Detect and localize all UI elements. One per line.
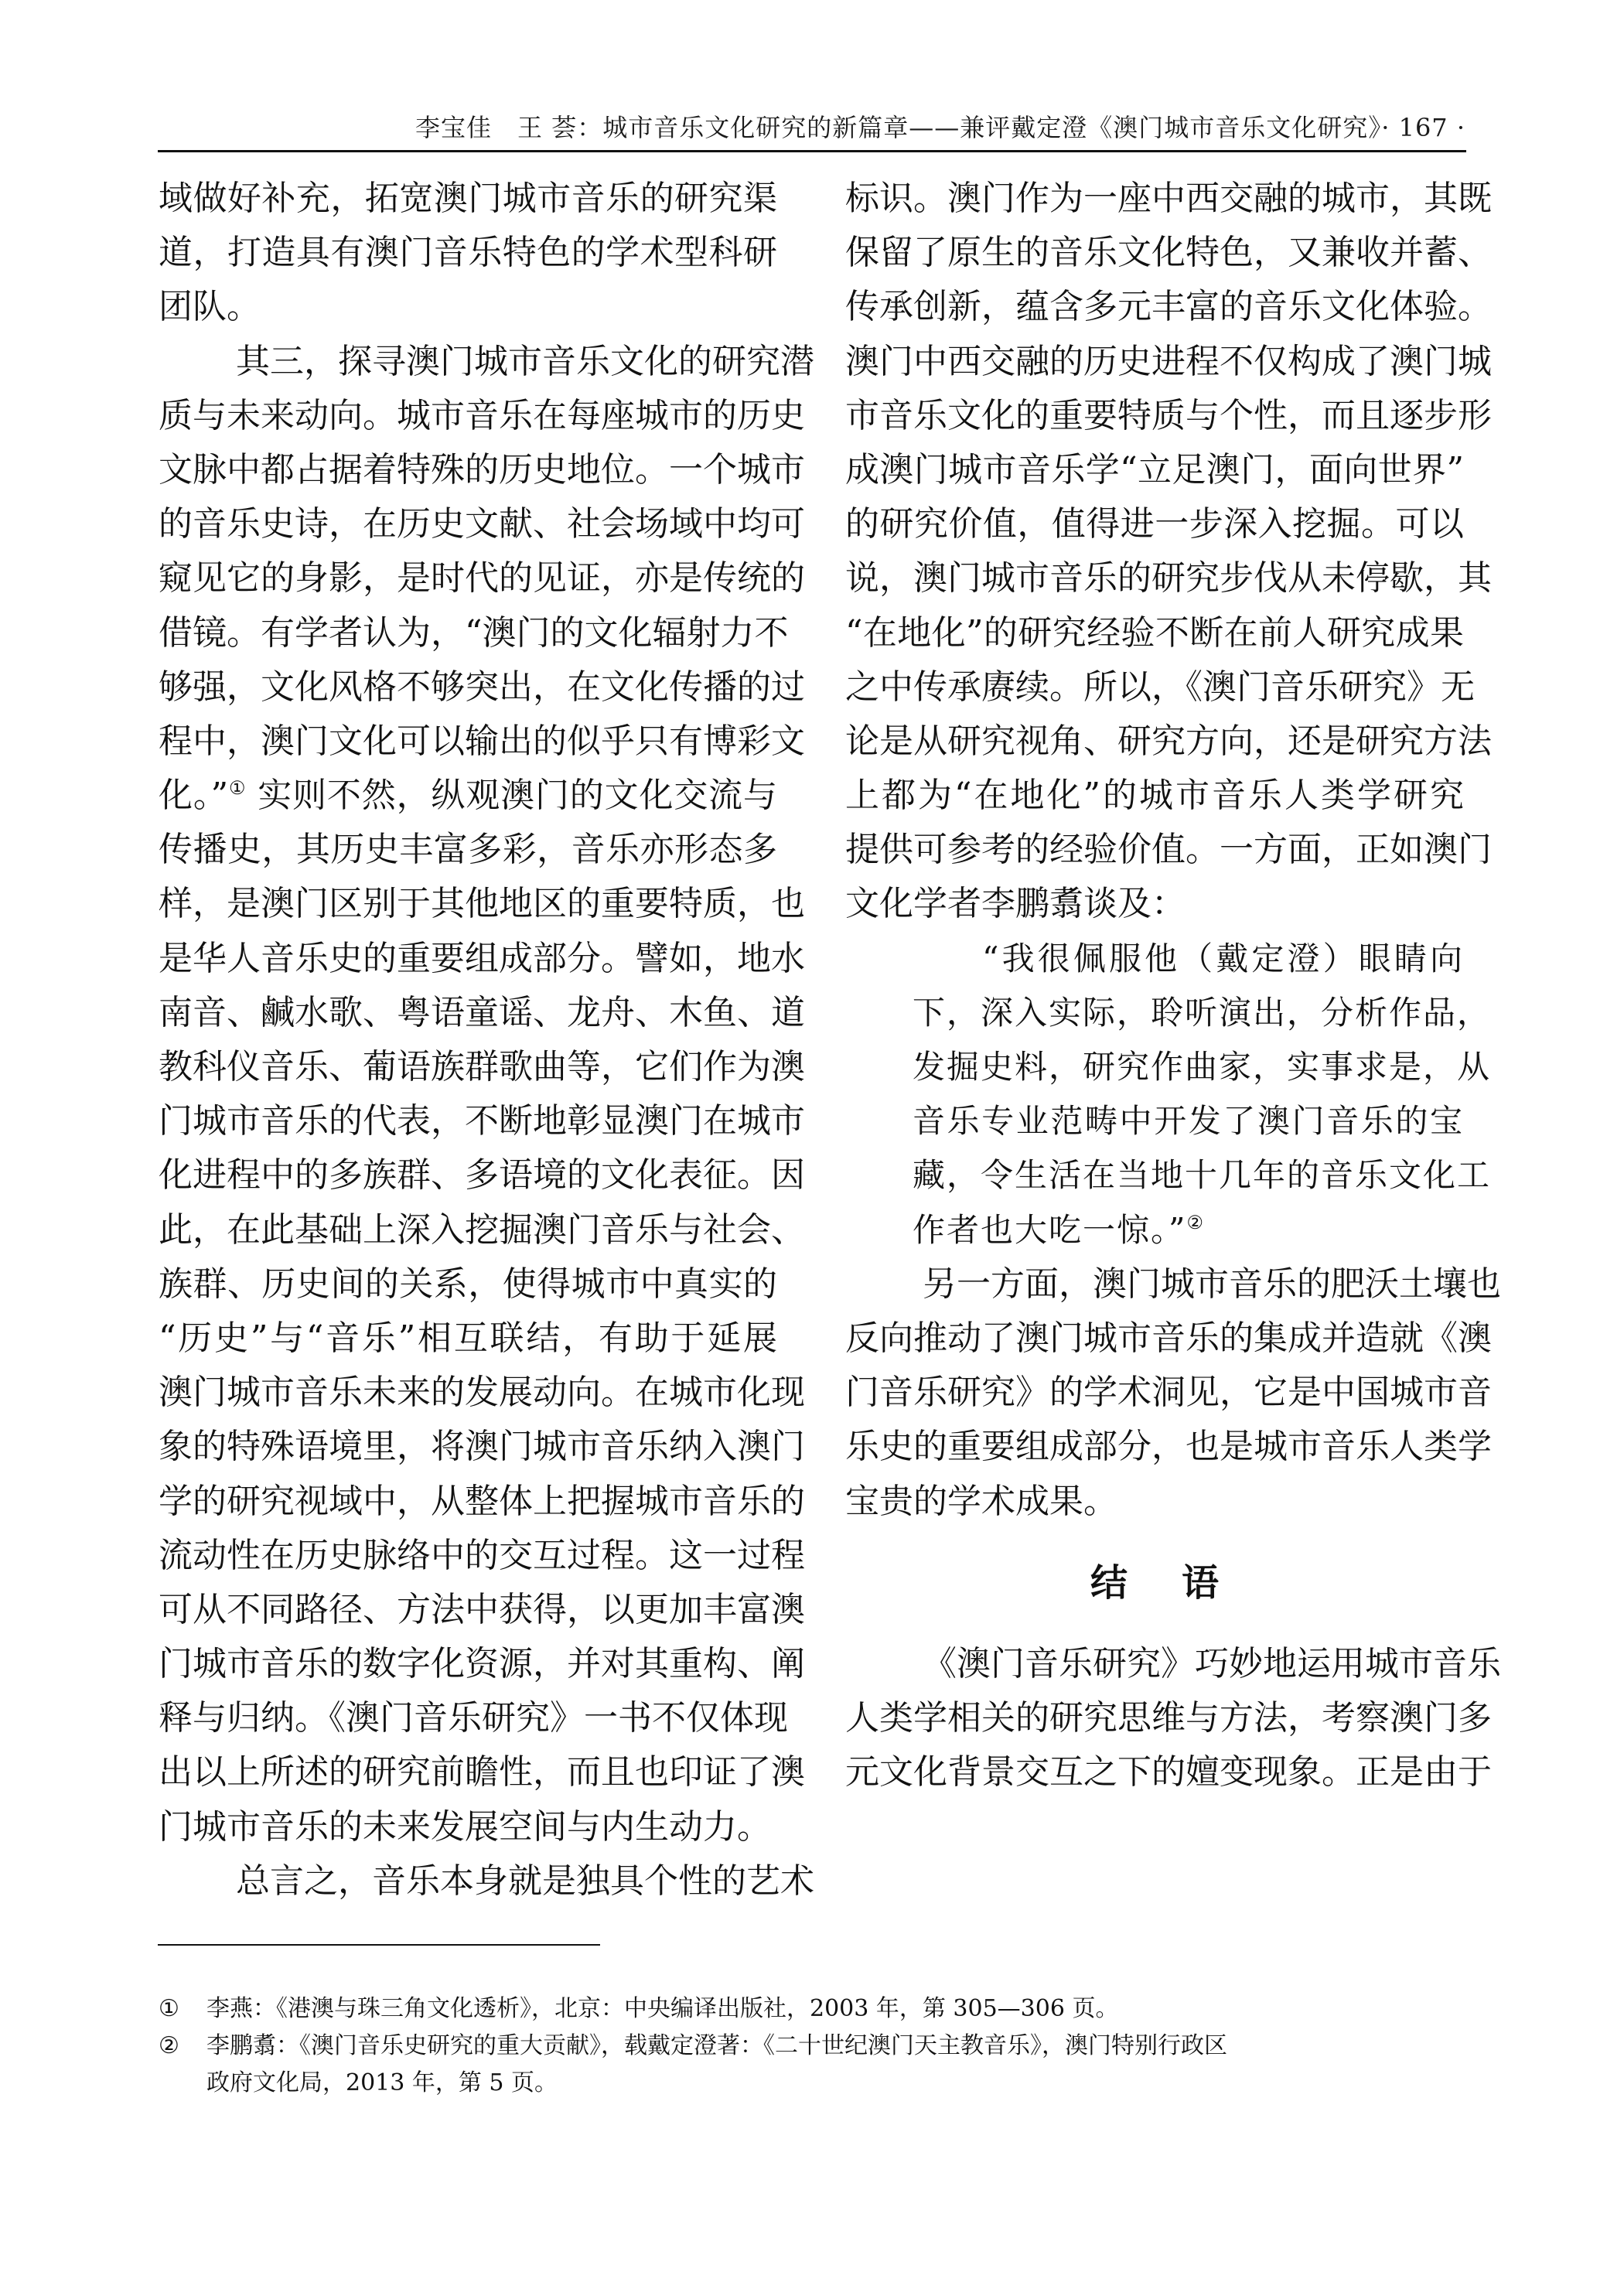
text-line: 可从不同路径、方法中获得，以更加丰富澳 [159, 1589, 805, 1629]
text-line: 元文化背景交互之下的嬗变现象。正是由于 [845, 1752, 1492, 1793]
text-line: 流动性在历史脉络中的交互过程。这一过程 [159, 1535, 805, 1575]
text-fragment: 实则不然，纵观澳门的文化交流与 [246, 776, 777, 816]
footnote-rule [158, 1944, 600, 1946]
quote-line-with-footnote-ref [845, 1203, 1464, 1257]
text-fragment: 化。” [159, 776, 229, 816]
text-line: 门城市音乐的未来发展空间与内生动力。 [159, 1806, 771, 1847]
text-line: 域做好补充，拓宽澳门城市音乐的研究渠 [159, 179, 777, 218]
quote-line: “我很佩服他（戴定澄）眼睛向 [982, 939, 1464, 977]
paragraph-start-line: 其三，探寻澳门城市音乐文化的研究潜 [236, 341, 814, 381]
text-line: 人类学相关的研究思维与方法，考察澳门多 [845, 1697, 1492, 1738]
text-line: 程中，澳门文化可以输出的似乎只有博彩文 [159, 721, 805, 761]
text-line: 团队。 [159, 287, 261, 327]
footnote-ref-2[interactable]: ② [1186, 1211, 1205, 1233]
footnotes [159, 1990, 1465, 2102]
quote-line: 音乐专业范畴中开发了澳门音乐的宝 [913, 1102, 1464, 1141]
text-line: 出以上所述的研究前瞻性，而且也印证了澳 [159, 1752, 805, 1793]
text-line: 标识。澳门作为一座中西交融的城市，其既 [845, 179, 1492, 218]
text-line: 门音乐研究》的学术洞见，它是中国城市音 [845, 1373, 1492, 1413]
footnote-marker: ① [159, 1995, 179, 2022]
header-rule [158, 150, 1466, 152]
text-line: 够强，文化风格不够突出，在文化传播的过 [159, 667, 805, 707]
text-line: 门城市音乐的代表，不断地彰显澳门在城市 [159, 1101, 805, 1141]
text-line: 提供可参考的经验价值。一方面，正如澳门 [845, 830, 1492, 870]
text-line: 学的研究视域中，从整体上把握城市音乐的 [159, 1481, 805, 1521]
text-line: 教科仪音乐、葡语族群歌曲等，它们作为澳 [159, 1047, 805, 1086]
paragraph-start-line: 《澳门音乐研究》巧妙地运用城市音乐 [923, 1643, 1501, 1683]
section-heading [845, 1529, 1464, 1637]
footnote-1 [159, 1990, 1465, 2028]
text-line: 市音乐文化的重要特质与个性，而且逐步形 [845, 395, 1492, 435]
text-line: 论是从研究视角、研究方向，还是研究方法 [845, 721, 1492, 761]
text-line: 澳门中西交融的历史进程不仅构成了澳门城 [845, 341, 1492, 381]
running-title: 李宝佳 王 荟：城市音乐文化研究的新篇章——兼评戴定澄《澳门城市音乐文化研究》 [415, 113, 1382, 142]
text-line: “历史”与“音乐”相互联结，有助于延展 [159, 1318, 777, 1358]
paragraph-start-line: 另一方面，澳门城市音乐的肥沃土壤也 [923, 1264, 1501, 1304]
heading-char: 结 [1090, 1561, 1128, 1605]
text-line: 反向推动了澳门城市音乐的集成并造就《澳 [845, 1318, 1492, 1358]
text-line: 澳门城市音乐未来的发展动向。在城市化现 [159, 1373, 805, 1413]
text-line: 说，澳门城市音乐的研究步伐从未停歇，其 [845, 558, 1492, 599]
text-fragment: 作者也大吃一惊。” [913, 1210, 1187, 1249]
text-line: 保留了原生的音乐文化特色，又兼收并蓄、 [845, 233, 1492, 273]
text-line: “在地化”的研究经验不断在前人研究成果 [845, 612, 1464, 653]
text-line: 传承创新，蕴含多元丰富的音乐文化体验。 [845, 287, 1492, 327]
block-quote [845, 932, 1492, 1257]
text-line: 乐史的重要组成部分，也是城市音乐人类学 [845, 1427, 1492, 1467]
text-line: 是华人音乐史的重要组成部分。譬如，地水 [159, 938, 805, 978]
text-line: 文化学者李鹏翥谈及： [845, 884, 1186, 924]
footnote-text: 李鹏翥：《澳门音乐史研究的重大贡献》，载戴定澄著：《二十世纪澳门天主教音乐》，澳门特别行政区 [206, 2032, 1227, 2059]
footnote-text: 李燕：《港澳与珠三角文化透析》，北京：中央编译出版社，2003 年，第 305—306 页。 [206, 1995, 1119, 2022]
paragraph-start-line: 总言之，音乐本身就是独具个性的艺术 [236, 1861, 814, 1901]
text-line: 族群、历史间的关系，使得城市中真实的 [159, 1264, 777, 1304]
text-line: 文脉中都占据着特殊的历史地位。一个城市 [159, 449, 805, 489]
text-line: 门城市音乐的数字化资源，并对其重构、阐 [159, 1644, 805, 1684]
footnote-marker: ② [159, 2032, 179, 2059]
text-line: 此，在此基础上深入挖掘澳门音乐与社会、 [159, 1209, 805, 1250]
heading-char: 语 [1182, 1561, 1220, 1605]
text-line: 传播史，其历史丰富多彩，音乐亦形态多 [159, 830, 777, 870]
quote-line: 藏，令生活在当地十几年的音乐文化工 [913, 1156, 1492, 1195]
left-column [159, 172, 814, 1908]
text-line: 上都为“在地化”的城市音乐人类学研究 [845, 776, 1464, 816]
text-line: 的研究价值，值得进一步深入挖掘。可以 [845, 504, 1464, 544]
footnote-2 [159, 2028, 1465, 2065]
text-line: 窥见它的身影，是时代的见证，亦是传统的 [159, 558, 805, 599]
text-line: 象的特殊语境里，将澳门城市音乐纳入澳门 [159, 1427, 805, 1467]
text-line: 成澳门城市音乐学“立足澳门，面向世界” [845, 449, 1464, 489]
text-line: 的音乐史诗，在历史文献、社会场域中均可 [159, 504, 805, 544]
text-line: 借镜。有学者认为，“澳门的文化辐射力不 [159, 612, 789, 653]
page-number: · 167 · [1381, 113, 1465, 142]
right-column [845, 172, 1501, 1799]
text-line: 释与归纳。《澳门音乐研究》一书不仅体现 [159, 1698, 788, 1738]
text-line: 质与未来动向。城市音乐在每座城市的历史 [159, 395, 805, 435]
running-header [159, 110, 1465, 145]
footnote-2-continuation: 政府文化局，2013 年，第 5 页。 [206, 2069, 558, 2096]
quote-line: 发掘史料，研究作曲家，实事求是，从 [913, 1048, 1492, 1086]
quote-line: 下，深入实际，聆听演出，分析作品， [913, 993, 1492, 1032]
text-line: 样，是澳门区别于其他地区的重要特质，也 [159, 884, 805, 924]
text-line: 道，打造具有澳门音乐特色的学术型科研 [159, 233, 777, 273]
text-line: 之中传承赓续。所以，《澳门音乐研究》无 [845, 667, 1475, 707]
footnote-ref-1[interactable]: ① [228, 777, 247, 800]
text-line-with-footnote-ref [159, 769, 777, 823]
text-line: 南音、鹹水歌、粤语童谣、龙舟、木鱼、道 [159, 992, 805, 1032]
text-line: 宝贵的学术成果。 [845, 1481, 1117, 1521]
text-line: 化进程中的多族群、多语境的文化表征。因 [159, 1155, 805, 1196]
